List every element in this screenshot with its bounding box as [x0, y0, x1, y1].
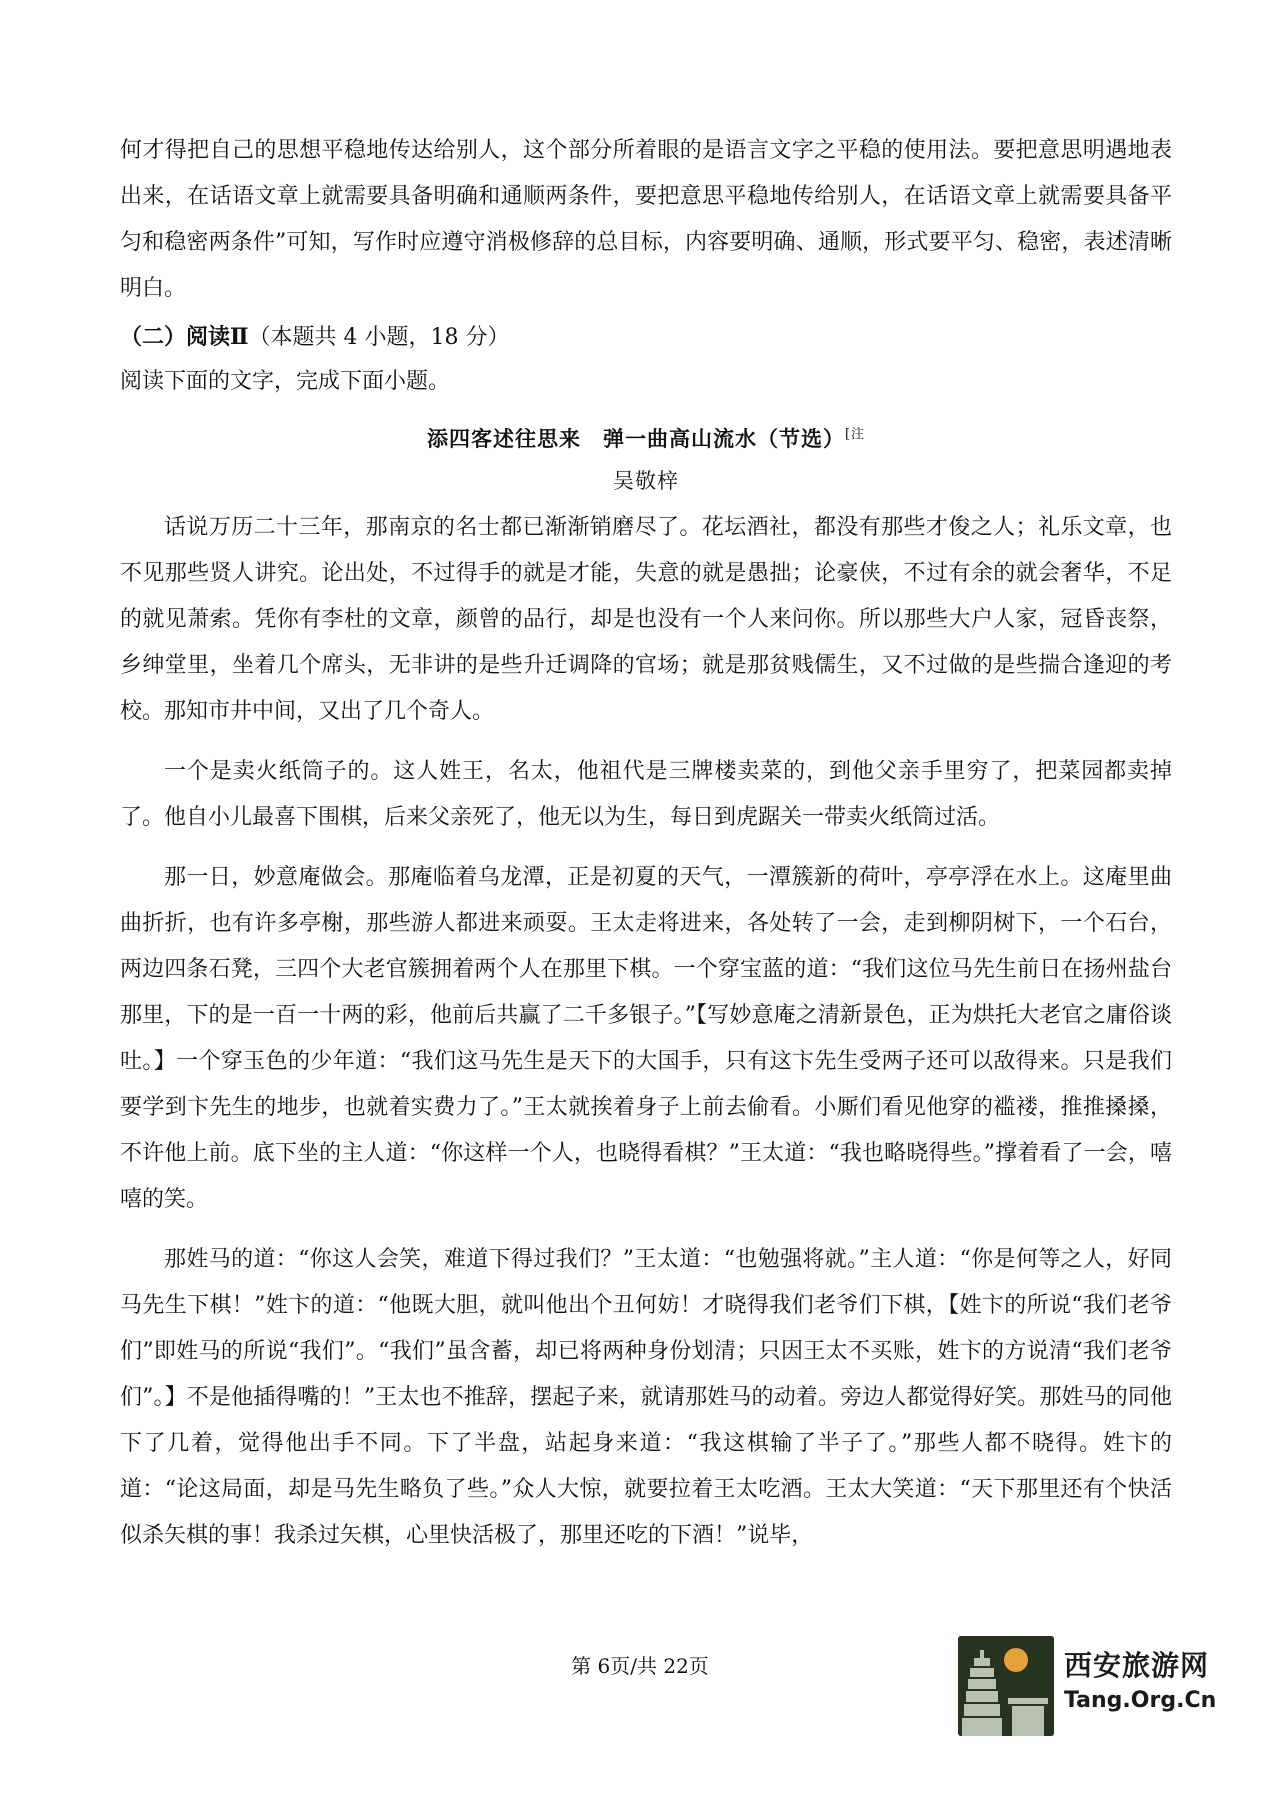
article-author: 吴敬梓 [613, 469, 679, 493]
article-paragraph: 那姓马的道：“你这人会笑，难道下得过我们？”王太道：“也勉强将就。”主人道：“你是何等之人，好同马先生下棋！”姓卞的道：“他既大胆，就叫他出个丑何妨！才晓得我们老爷们下棋，【姓卞的所说“我们老爷们”即姓马的所说“我们”。“我们”虽含蓄，却已将两种身份划清；只因王太不买账，姓卞的方说清“我们老爷们”。】不是他插得嘴的！”王太也不推辞，摆起子来，就请那姓马的动着。旁边人都觉得好笑。那姓马的同他下了几着，觉得他出手不同。下了半盘，站起身来道：“我这棋输了半子了。”那些人都不晓得。姓卞的道：“论这局面，却是马先生略负了些。”众人大惊，就要拉着王太吃酒。王太大笑道：“天下那里还有个快活似杀矢棋的事！我杀过矢棋，心里快活极了，那里还吃的下酒！”说毕， [120, 1247, 1172, 1548]
page-footer: 第 6页/共 22页 [571, 1654, 709, 1678]
pagoda-icon [958, 1636, 1054, 1736]
section-heading [120, 316, 1172, 359]
document-page [120, 128, 1172, 1559]
article-title-text: 添四客述往思来 弹一曲高山流水（节选） [426, 426, 845, 451]
intro-paragraph: 何才得把自己的思想平稳地传达给别人，这个部分所着眼的是语言文字之平稳的使用法。要把意思明遇地表出来，在话语文章上就需要具备明确和通顺两条件，要把意思平稳地传给别人，在话语文章上就需要具备平匀和稳密两条件”可知，写作时应遵守消极修辞的总目标，内容要明确、通顺，形式要平匀、稳密，表述清晰明白。 [120, 138, 1172, 301]
watermark-logo [958, 1636, 1226, 1736]
watermark-site-name: 西安旅游网 [1064, 1649, 1210, 1682]
section-instruction: 阅读下面的文字，完成下面小题。 [120, 369, 451, 394]
article-title-note: [注 [844, 427, 866, 442]
article-paragraph: 那一日，妙意庵做会。那庵临着乌龙潭，正是初夏的天气，一潭簇新的荷叶，亭亭浮在水上。这庵里曲曲折折，也有许多亭榭，那些游人都进来顽耍。王太走将进来，各处转了一会，走到柳阴树下，一个石台，两边四条石凳，三四个大老官簇拥着两个人在那里下棋。一个穿宝蓝的道：“我们这位马先生前日在扬州盐台那里，下的是一百一十两的彩，他前后共赢了二千多银子。”【写妙意庵之清新景色，正为烘托大老官之庸俗谈吐。】一个穿玉色的少年道：“我们这马先生是天下的大国手，只有这卞先生受两子还可以敌得来。只是我们要学到卞先生的地步，也就着实费力了。”王太就挨着身子上前去偷看。小厮们看见他穿的褴褛，推推搡搡，不许他上前。底下坐的主人道：“你这样一个人，也晓得看棋？”王太道：“我也略晓得些。”撑着看了一会，嘻嘻的笑。 [120, 865, 1172, 1212]
article-paragraph: 话说万历二十三年，那南京的名士都已渐渐销磨尽了。花坛酒社，都没有那些才俊之人；礼乐文章，也不见那些贤人讲究。论出处，不过得手的就是才能，失意的就是愚拙；论豪侠，不过有余的就会奢华，不足的就见萧索。凭你有李杜的文章，颜曾的品行，却是也没有一个人来问你。所以那些大户人家，冠昏丧祭，乡绅堂里，坐着几个席头，无非讲的是些升迁调降的官场；就是那贫贱儒生，又不过做的是些揣合逢迎的考校。那知市井中间，又出了几个奇人。 [120, 515, 1172, 724]
article-title [120, 415, 1172, 459]
section-heading-label: （二）阅读Ⅱ [120, 324, 249, 350]
section-heading-note: （本题共 4 小题，18 分） [248, 325, 510, 350]
watermark-site-url: Tang.Org.Cn [1064, 1688, 1217, 1713]
article-paragraph: 一个是卖火纸筒子的。这人姓王，名太，他祖代是三牌楼卖菜的，到他父亲手里穷了，把菜园都卖掉了。他自小儿最喜下围棋，后来父亲死了，他无以为生，每日到虎踞关一带卖火纸筒过活。 [120, 759, 1172, 830]
